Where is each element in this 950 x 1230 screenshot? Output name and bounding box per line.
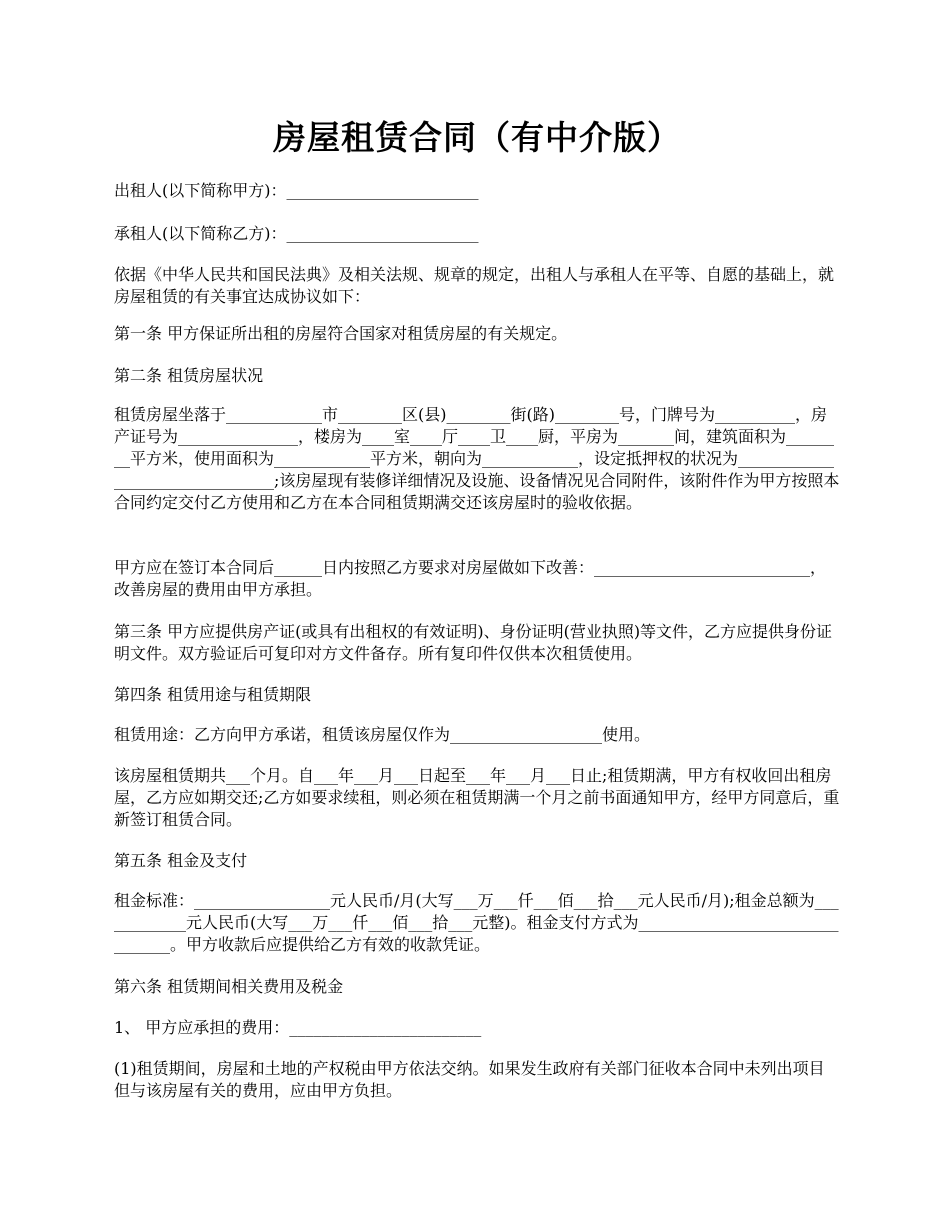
- paragraph-article-1: 第一条 甲方保证所出租的房屋符合国家对租赁房屋的有关规定。: [114, 324, 568, 343]
- paragraph-property-tax: (1)租赁期间，房屋和土地的产权税由甲方依法交纳。如果发生政府有关部门征收本合同中未列出项目但与该房屋有关的费用，应由甲方负担。: [114, 1059, 825, 1100]
- paragraph-article-4-heading: 第四条 租赁用途与租赁期限: [114, 685, 312, 704]
- paragraph-article-3: 第三条 甲方应提供房产证(或具有出租权的有效证明)、身份证明(营业执照)等文件，乙方应提供身份证明文件。双方验证后可复印对方文件备存。所有复印件仅供本次租赁使用。: [114, 622, 833, 663]
- paragraph-article-6-heading: 第六条 租赁期间相关费用及税金: [114, 977, 344, 996]
- paragraph-article-5-heading: 第五条 租金及支付: [114, 851, 248, 870]
- paragraph-premises-details: 租赁房屋坐落于____________市________区(县)________街(路)________号，门牌号为__________，房产证号为_______________，楼房为____室____厅____卫____厨，平房为_______间，建筑面积为________平方米，使用面积为____________平方米，朝向为____________，设定抵押权的状况为________________________________;该房屋现有装修详细情况及设施、设备情况见合同附件，该附件作为甲方按照本合同约定交付乙方使用和乙方在本合同租赁期满交还该房屋时的验收依据。: [114, 405, 840, 512]
- paragraph-article-2-heading: 第二条 租赁房屋状况: [114, 366, 264, 385]
- document-title: 房屋租赁合同（有中介版）: [273, 118, 681, 157]
- paragraph-lessee: 承租人(以下简称乙方)：________________________: [114, 224, 479, 243]
- paragraph-lease-use: 租赁用途：乙方向甲方承诺，租赁该房屋仅作为___________________使用。: [114, 725, 651, 744]
- paragraph-improvements: 甲方应在签订本合同后______日内按照乙方要求对房屋做如下改善：___________________________，改善房屋的费用由甲方承担。: [114, 558, 827, 599]
- paragraph-preamble: 依据《中华人民共和国民法典》及相关法规、规章的规定，出租人与承租人在平等、自愿的基础上，就房屋租赁的有关事宜达成协议如下：: [114, 265, 835, 306]
- paragraph-lease-term: 该房屋租赁期共___个月。自___年___月___日起至___年___月___日止;租赁期满，甲方有权收回出租房屋，乙方应如期交还;乙方如要求续租，则必须在租赁期满一个月之前书面通知甲方，经甲方同意后，重新签订租赁合同。: [114, 766, 840, 829]
- paragraph-rent-payment: 租金标准：_________________元人民币/月(大写___万___仟___佰___拾___元人民币/月);租金总额为____________元人民币(大写___万___仟___佰___拾___元整)。租金支付方式为________________________________。甲方收款后应提供给乙方有效的收款凭证。: [114, 891, 839, 954]
- paragraph-lessor: 出租人(以下简称甲方)：________________________: [114, 181, 479, 200]
- paragraph-lessor-costs: 1、 甲方应承担的费用：________________________: [114, 1018, 482, 1037]
